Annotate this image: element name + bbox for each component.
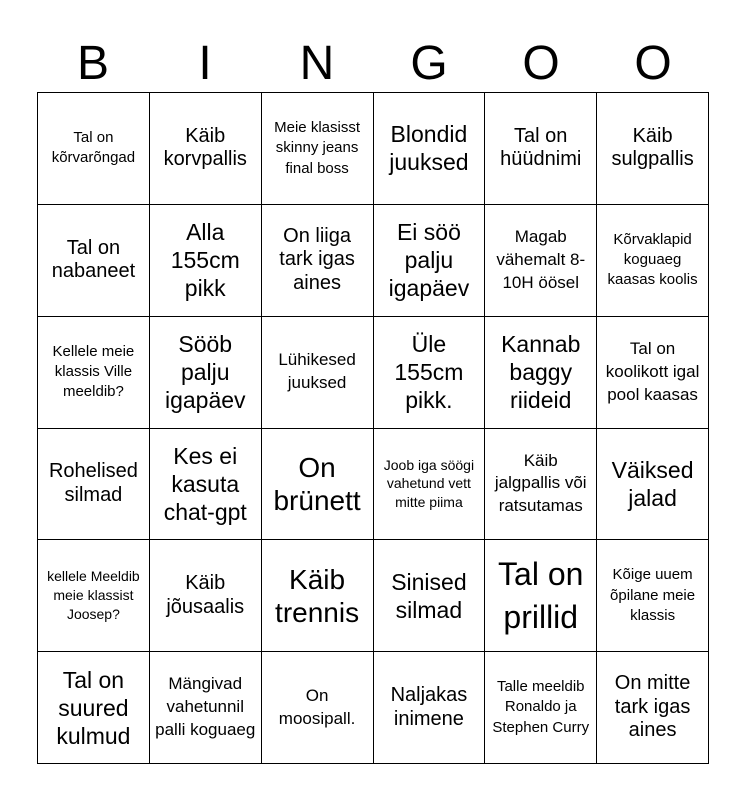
- bingo-cell[interactable]: Rohelised silmad: [38, 429, 150, 541]
- bingo-cell[interactable]: On mitte tark igas aines: [597, 652, 709, 764]
- bingo-cell[interactable]: Tal on kõrvarõngad: [38, 93, 150, 205]
- bingo-cell[interactable]: On brünett: [262, 429, 374, 541]
- bingo-board: [37, 92, 709, 764]
- header-letter-o: O: [522, 37, 560, 90]
- bingo-cell[interactable]: Tal on suured kulmud: [38, 652, 150, 764]
- bingo-cell[interactable]: Tal on prillid: [485, 540, 597, 652]
- bingo-cell[interactable]: Meie klasisst skinny jeans final boss: [262, 93, 374, 205]
- bingo-cell[interactable]: Mängivad vahetunnil palli koguaeg: [150, 652, 262, 764]
- header-letter-b: B: [76, 37, 109, 90]
- bingo-cell[interactable]: Sööb palju igapäev: [150, 317, 262, 429]
- bingo-cell[interactable]: Üle 155cm pikk.: [374, 317, 486, 429]
- bingo-cell[interactable]: Kõige uuem õpilane meie klassis: [597, 540, 709, 652]
- bingo-cell[interactable]: Ei söö palju igapäev: [374, 205, 486, 317]
- bingo-cell[interactable]: Käib jalgpallis või ratsutamas: [485, 429, 597, 541]
- header-letter-n: N: [299, 37, 335, 90]
- header-letter-o-2: O: [634, 37, 672, 90]
- bingo-cell[interactable]: Käib sulgpallis: [597, 93, 709, 205]
- bingo-cell[interactable]: Lühikesed juuksed: [262, 317, 374, 429]
- bingo-cell[interactable]: kellele Meeldib meie klassist Joosep?: [38, 540, 150, 652]
- bingo-cell[interactable]: Kannab baggy riideid: [485, 317, 597, 429]
- header-letter-g: G: [410, 37, 448, 90]
- bingo-cell[interactable]: Joob iga söögi vahetund vett mitte piima: [374, 429, 486, 541]
- header-letter-i: I: [198, 37, 212, 90]
- bingo-cell[interactable]: Kellele meie klassis Ville meeldib?: [38, 317, 150, 429]
- bingo-cell[interactable]: Käib korvpallis: [150, 93, 262, 205]
- bingo-cell[interactable]: On moosipall.: [262, 652, 374, 764]
- bingo-cell[interactable]: Kes ei kasuta chat-gpt: [150, 429, 262, 541]
- bingo-cell[interactable]: Talle meeldib Ronaldo ja Stephen Curry: [485, 652, 597, 764]
- bingo-cell[interactable]: On liiga tark igas aines: [262, 205, 374, 317]
- bingo-cell[interactable]: Tal on koolikott igal pool kaasas: [597, 317, 709, 429]
- bingo-cell[interactable]: Blondid juuksed: [374, 93, 486, 205]
- bingo-cell[interactable]: Alla 155cm pikk: [150, 205, 262, 317]
- bingo-cell[interactable]: Tal on hüüdnimi: [485, 93, 597, 205]
- bingo-cell[interactable]: Magab vähemalt 8-10H öösel: [485, 205, 597, 317]
- bingo-cell[interactable]: Naljakas inimene: [374, 652, 486, 764]
- bingo-cell[interactable]: Tal on nabaneet: [38, 205, 150, 317]
- bingo-cell[interactable]: Sinised silmad: [374, 540, 486, 652]
- bingo-cell[interactable]: Väiksed jalad: [597, 429, 709, 541]
- bingo-header: [37, 34, 709, 94]
- bingo-cell[interactable]: Kõrvaklapid koguaeg kaasas koolis: [597, 205, 709, 317]
- bingo-cell[interactable]: Käib trennis: [262, 540, 374, 652]
- bingo-cell[interactable]: Käib jõusaalis: [150, 540, 262, 652]
